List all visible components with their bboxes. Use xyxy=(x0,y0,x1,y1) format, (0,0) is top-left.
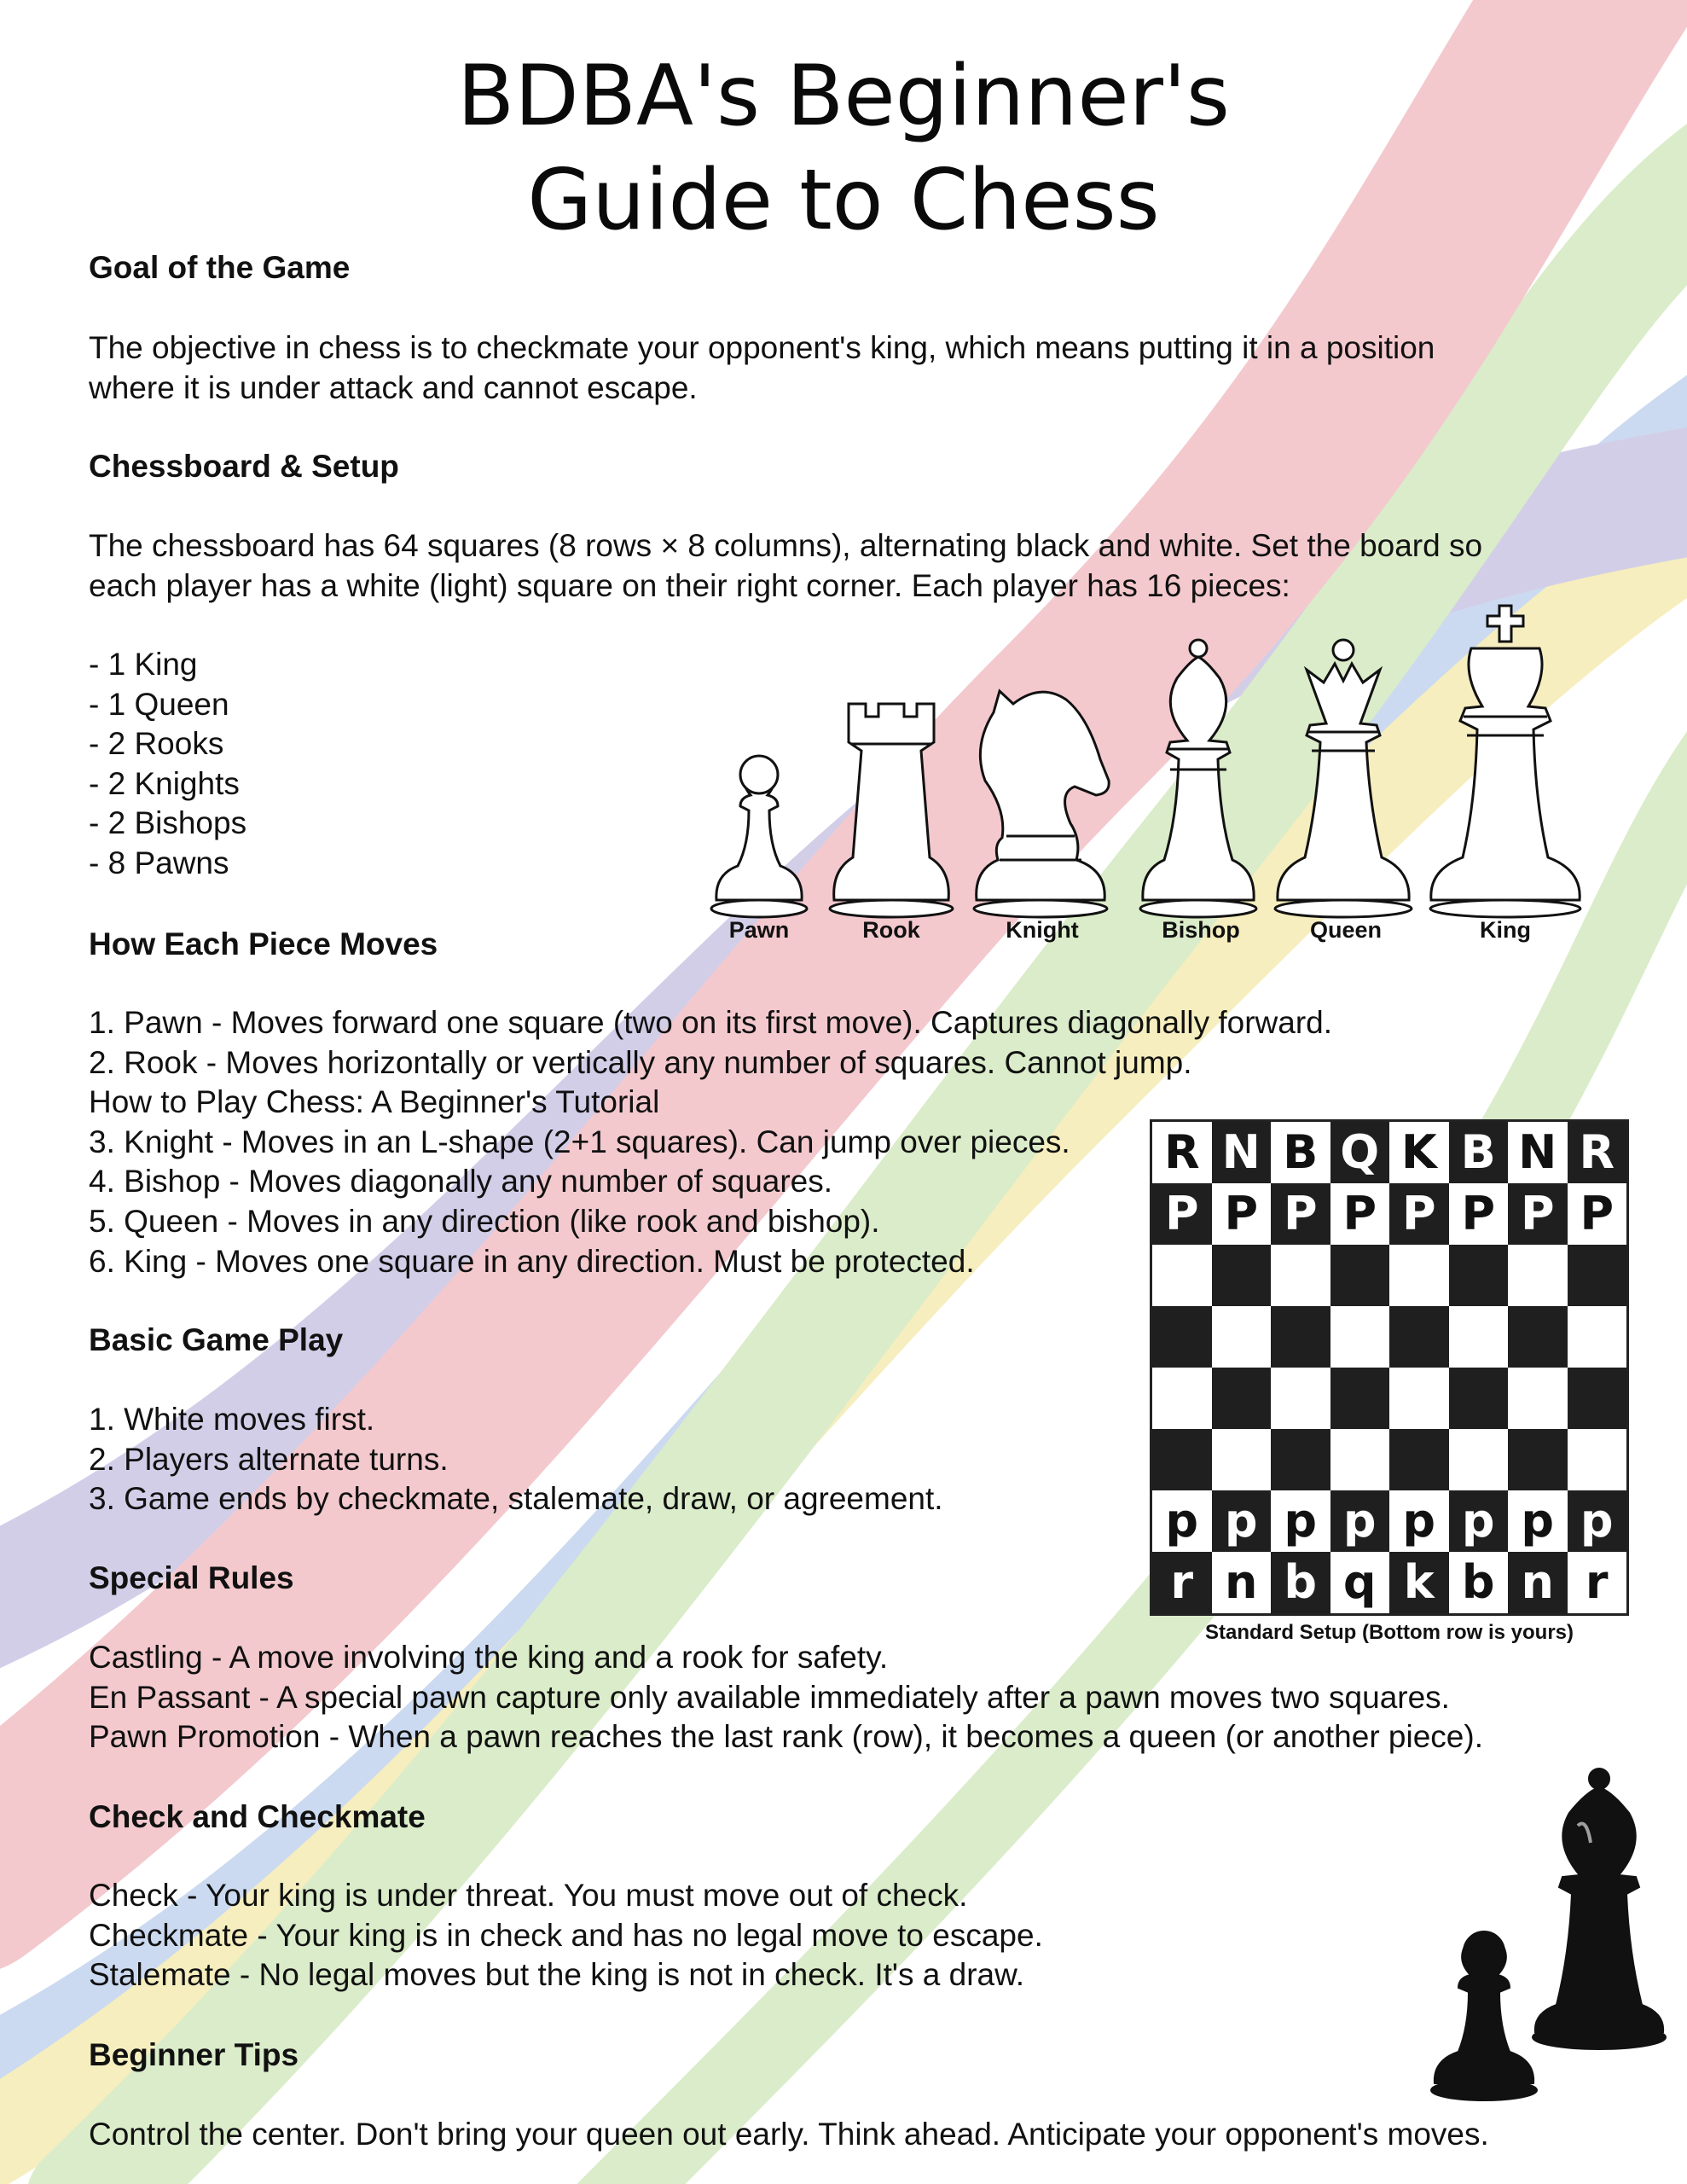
knight-icon xyxy=(974,691,1109,917)
setup-line: each player has a white (light) square on their right corner. Each player has 16 pieces: xyxy=(89,568,1290,603)
title-line-1: BDBA's Beginner's xyxy=(457,48,1230,145)
black-pawn-icon xyxy=(1431,1931,1537,2100)
list-item: - 2 Knights xyxy=(89,765,240,801)
board-square: r xyxy=(1568,1552,1627,1613)
list-item: 1. White moves first. xyxy=(89,1402,375,1437)
board-square xyxy=(1449,1245,1509,1306)
board-square xyxy=(1330,1306,1390,1368)
goal-line: where it is under attack and cannot escape. xyxy=(89,370,698,405)
board-square xyxy=(1389,1368,1449,1429)
setup-heading: Chessboard & Setup xyxy=(89,449,399,484)
board-square: p xyxy=(1568,1490,1627,1552)
board-square: n xyxy=(1212,1552,1272,1613)
board-square: n xyxy=(1508,1552,1568,1613)
board-square xyxy=(1212,1245,1272,1306)
board-square: k xyxy=(1389,1552,1449,1613)
board-square xyxy=(1568,1368,1627,1429)
board-square xyxy=(1508,1245,1568,1306)
goal-line: The objective in chess is to checkmate your opponent's king, which means putting it in a position xyxy=(89,330,1435,365)
piece-label-knight: Knight xyxy=(1006,917,1079,943)
list-item: 5. Queen - Moves in any direction (like rook and bishop). xyxy=(89,1203,880,1239)
board-square xyxy=(1330,1368,1390,1429)
list-item: Stalemate - No legal moves but the king is not in check. It's a draw. xyxy=(89,1957,1025,1993)
board-square xyxy=(1271,1429,1330,1490)
piece-label-pawn: Pawn xyxy=(728,917,790,943)
board-square: p xyxy=(1212,1490,1272,1552)
bishop-icon xyxy=(1140,640,1256,917)
special-heading: Special Rules xyxy=(89,1560,294,1595)
board-square xyxy=(1449,1429,1509,1490)
list-item: - 1 King xyxy=(89,647,198,682)
board-square: b xyxy=(1271,1552,1330,1613)
moves-heading: How Each Piece Moves xyxy=(89,926,438,961)
chessboard-diagram xyxy=(1150,1119,1629,1616)
board-square xyxy=(1152,1429,1212,1490)
board-square: P xyxy=(1449,1183,1509,1245)
check-list xyxy=(89,1876,1043,1995)
board-square: P xyxy=(1152,1183,1212,1245)
board-square xyxy=(1212,1429,1272,1490)
board-square: N xyxy=(1212,1122,1272,1183)
title-line-2: Guide to Chess xyxy=(527,152,1160,249)
board-caption: Standard Setup (Bottom row is yours) xyxy=(1204,1621,1574,1644)
tips-line: Control the center. Don't bring your queen out early. Think ahead. Anticipate your opponent's moves. xyxy=(89,2117,1489,2152)
list-item: - 2 Rooks xyxy=(89,726,224,761)
board-square: p xyxy=(1152,1490,1212,1552)
board-square: p xyxy=(1508,1490,1568,1552)
list-item: - 2 Bishops xyxy=(89,805,247,840)
board-square: p xyxy=(1449,1490,1509,1552)
board-square xyxy=(1271,1245,1330,1306)
board-square: R xyxy=(1568,1122,1627,1183)
pieces-count-list xyxy=(89,645,246,883)
tips-heading: Beginner Tips xyxy=(89,2037,299,2072)
board-square xyxy=(1508,1429,1568,1490)
gameplay-list xyxy=(89,1400,943,1519)
board-square xyxy=(1152,1245,1212,1306)
setup-line: The chessboard has 64 squares (8 rows × 8 columns), alternating black and white. Set the board so xyxy=(89,528,1483,563)
board-square xyxy=(1271,1368,1330,1429)
list-item: Check - Your king is under threat. You must move out of check. xyxy=(89,1878,968,1913)
board-square xyxy=(1508,1368,1568,1429)
board-square xyxy=(1449,1306,1509,1368)
piece-label-king: King xyxy=(1480,917,1531,943)
board-square: P xyxy=(1271,1183,1330,1245)
gameplay-heading: Basic Game Play xyxy=(89,1322,344,1357)
board-square xyxy=(1568,1429,1627,1490)
board-square xyxy=(1449,1368,1509,1429)
board-square: p xyxy=(1389,1490,1449,1552)
board-square xyxy=(1330,1429,1390,1490)
list-item: 2. Players alternate turns. xyxy=(89,1441,449,1477)
list-item: 6. King - Moves one square in any direction. Must be protected. xyxy=(89,1243,975,1279)
board-square: Q xyxy=(1330,1122,1390,1183)
list-item: Checkmate - Your king is in check and has no legal move to escape. xyxy=(89,1917,1043,1953)
queen-icon xyxy=(1275,640,1412,917)
page-title xyxy=(0,44,1687,253)
list-item: 4. Bishop - Moves diagonally any number of squares. xyxy=(89,1164,833,1199)
board-square: K xyxy=(1389,1122,1449,1183)
list-item: En Passant - A special pawn capture only available immediately after a pawn moves two squares. xyxy=(89,1679,1450,1715)
board-square xyxy=(1389,1245,1449,1306)
special-list xyxy=(89,1638,1483,1757)
board-square: p xyxy=(1271,1490,1330,1552)
board-square: P xyxy=(1212,1183,1272,1245)
list-item: - 1 Queen xyxy=(89,686,229,722)
list-item: 2. Rook - Moves horizontally or vertically any number of squares. Cannot jump. xyxy=(89,1044,1192,1080)
board-square: P xyxy=(1568,1183,1627,1245)
rook-icon xyxy=(830,704,953,917)
board-square xyxy=(1212,1368,1272,1429)
tips-paragraph xyxy=(89,2114,1489,2154)
list-item: 3. Knight - Moves in an L-shape (2+1 squares). Can jump over pieces. xyxy=(89,1124,1070,1159)
board-square xyxy=(1568,1306,1627,1368)
board-square: b xyxy=(1449,1552,1509,1613)
board-square: P xyxy=(1508,1183,1568,1245)
list-item: How to Play Chess: A Beginner's Tutorial xyxy=(89,1084,660,1120)
board-square xyxy=(1568,1245,1627,1306)
piece-label-rook: Rook xyxy=(862,917,920,943)
board-square xyxy=(1389,1306,1449,1368)
goal-paragraph xyxy=(89,328,1435,408)
board-square: q xyxy=(1330,1552,1390,1613)
king-icon xyxy=(1430,606,1580,917)
board-square xyxy=(1330,1245,1390,1306)
board-square xyxy=(1271,1306,1330,1368)
list-item: 3. Game ends by checkmate, stalemate, draw, or agreement. xyxy=(89,1481,943,1517)
pawn-icon xyxy=(711,756,807,917)
list-item: 1. Pawn - Moves forward one square (two on its first move). Captures diagonally forward. xyxy=(89,1005,1333,1040)
check-heading: Check and Checkmate xyxy=(89,1799,426,1834)
list-item: Pawn Promotion - When a pawn reaches the last rank (row), it becomes a queen (or another piece). xyxy=(89,1719,1483,1755)
board-square: B xyxy=(1271,1122,1330,1183)
board-square xyxy=(1152,1306,1212,1368)
board-square: N xyxy=(1508,1122,1568,1183)
board-square: P xyxy=(1389,1183,1449,1245)
chess-pieces-illustration xyxy=(699,589,1603,947)
black-pieces-illustration xyxy=(1416,1766,1672,2107)
board-square: p xyxy=(1330,1490,1390,1552)
board-square xyxy=(1152,1368,1212,1429)
piece-label-bishop: Bishop xyxy=(1162,917,1240,943)
goal-heading: Goal of the Game xyxy=(89,250,351,285)
board-square: P xyxy=(1330,1183,1390,1245)
board-square xyxy=(1212,1306,1272,1368)
black-bishop-icon xyxy=(1533,1769,1666,2049)
board-square: R xyxy=(1152,1122,1212,1183)
list-item: Castling - A move involving the king and a rook for safety. xyxy=(89,1640,889,1675)
board-square: B xyxy=(1449,1122,1509,1183)
board-square: r xyxy=(1152,1552,1212,1613)
list-item: - 8 Pawns xyxy=(89,845,229,880)
moves-list xyxy=(89,1003,1332,1281)
piece-label-queen: Queen xyxy=(1309,917,1383,943)
board-square xyxy=(1389,1429,1449,1490)
board-square xyxy=(1508,1306,1568,1368)
